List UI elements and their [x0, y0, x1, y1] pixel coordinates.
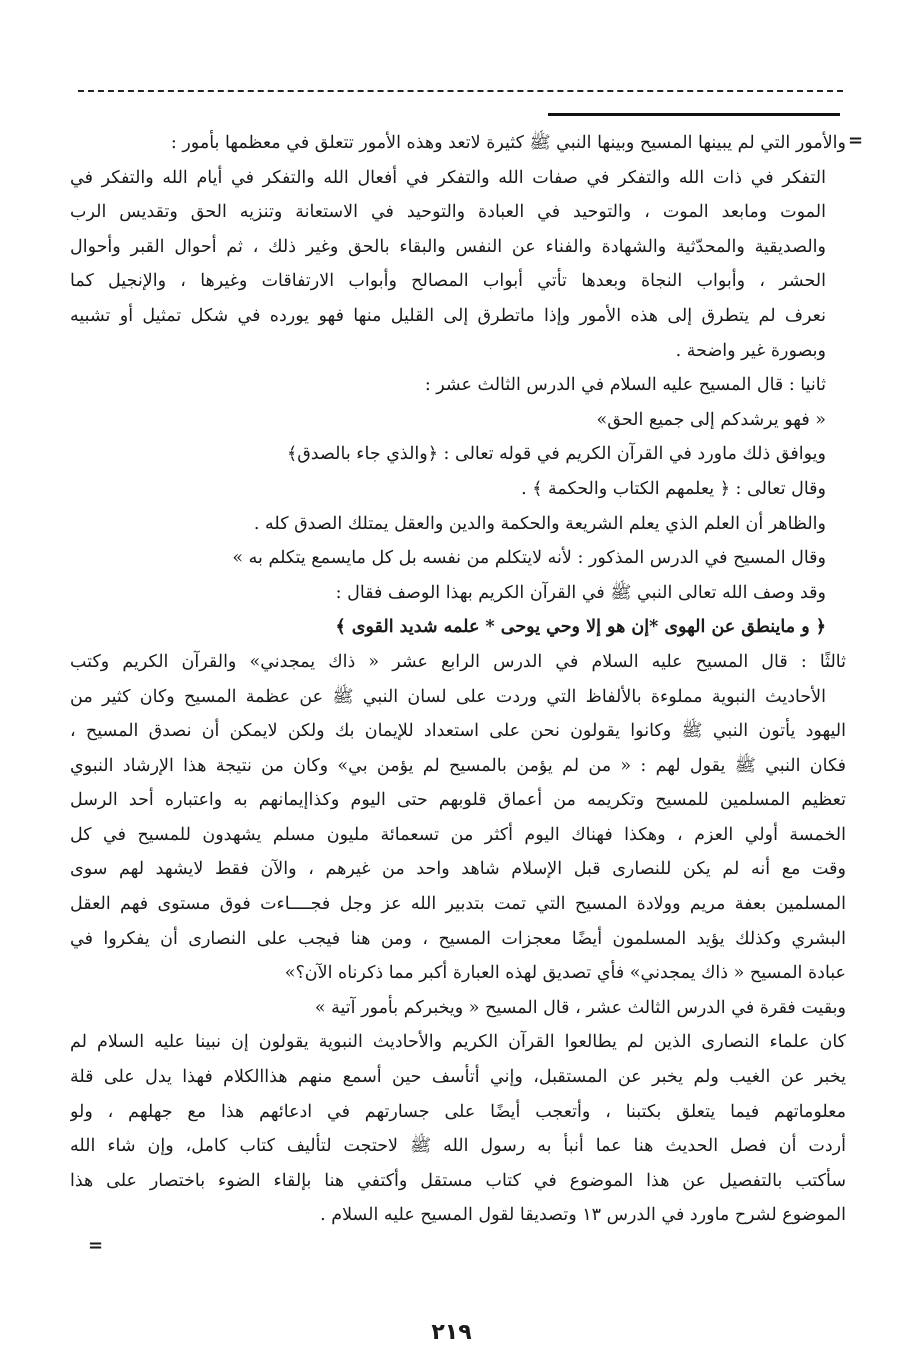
text-line-18: اليهود يأتون النبي ﷺ وكانوا يقولون نحن على استعداد للإيمان بك ولكن لايمكن أن نصدق المسيح ،	[70, 721, 846, 742]
text-line-19: فكان النبي ﷺ يقول لهم : « من لم يؤمن بالمسيح لم يؤمن بي» وكان من نتيجة هذا الإرشاد النبوي	[70, 755, 846, 776]
text-line-11: وقال تعالى : ﴿ يعلمهم الكتاب والحكمة ﴾ .	[521, 478, 826, 499]
text-line-25: عبادة المسيح « ذاك يمجدني» فأي تصديق لهذه العبارة أكبر مما ذكرناه الآن؟»	[284, 963, 846, 984]
text-line-30: أردت أن فصل الحديث هنا عما أنبأ به رسول الله ﷺ لاحتجت لتأليف كتاب كامل، وإن شاء الله	[70, 1136, 846, 1157]
quote-line-1: « فهو يرشدكم إلى جميع الحق»	[596, 409, 826, 430]
text-line-14: وقد وصف الله تعالى النبي ﷺ في القرآن الكريم بهذا الوصف فقال :	[335, 582, 826, 603]
text-line-21: الخمسة أولي العزم ، وهكذا فهناك اليوم أكثر من تسعمائة مليون مسلم يشهدون للمسيح في كل	[70, 824, 846, 845]
text-line-5: الحشر ، وأبواب النجاة وبعدها تأتي أبواب المصالح وأبواب الارتفاقات وغيرها ، والإنجيل كما	[70, 271, 826, 292]
footnote-dashed-separator	[78, 90, 843, 92]
text-line-16: ثالثًا : قال المسيح عليه السلام في الدرس الرابع عشر « ذاك يمجدني» والقرآن الكريم وكتب	[70, 651, 846, 672]
text-line-12: والظاهر أن العلم الذي يعلم الشريعة والحكمة والدين والعقل يمتلك الصدق كله .	[253, 513, 826, 534]
text-line-8: ثانيا : قال المسيح عليه السلام في الدرس الثالث عشر :	[424, 375, 826, 396]
text-line-13: وقال المسيح في الدرس المذكور : لأنه لايتكلم من نفسه بل كل مايسمع يتكلم به »	[232, 548, 826, 569]
page-number: ٢١٩	[431, 1320, 472, 1345]
text-line-31: سأكتب بالتفصيل عن هذا الموضوع في كتاب مستقل وأكتفي هنا بإلقاء الضوء باختصار على هذا	[70, 1170, 846, 1191]
text-line-20: تعظيم المسلمين للمسيح وتكريمه من أعماق قلوبهم حتى اليوم وكذاإيمانهم به واعتباره أحد الرسل	[70, 790, 846, 811]
text-line-24: البشري وكذلك يؤيد المسلمون أيضًا معجزات المسيح ، ومن هنا فيجب على النصارى أن يفكروا في	[70, 928, 846, 949]
text-line-27: كان علماء النصارى الذين لم يطالعوا القرآن الكريم والأحاديث النبوية يقولون إن نبينا عليه السلام لم	[70, 1032, 846, 1053]
text-line-32: الموضوع لشرح ماورد في الدرس ١٣ وتصديقا لقول المسيح عليه السلام .	[320, 1205, 846, 1226]
text-line-17: الأحاديث النبوية مملوءة بالألفاظ التي وردت على لسان النبي ﷺ عن عظمة المسيح وكان كثير من	[70, 686, 826, 707]
text-line-1: والأمور التي لم يبينها المسيح وبينها النبي ﷺ كثيرة لاتعد وهذه الأمور تتعلق في معظمها بأمور :	[170, 133, 846, 153]
footnote-solid-rule	[548, 113, 840, 116]
text-line-4: والصديقية والمحدّثية والشهادة والفناء عن النفس والبقاء بالحق وغير ذلك ، ثم أحوال القبر وأحوال	[70, 236, 826, 257]
continuation-mark-end: =	[88, 1235, 104, 1256]
continuation-mark-start: =	[848, 130, 864, 151]
text-line-7: وبصورة غير واضحة .	[675, 340, 826, 361]
text-line-3: الموت ومابعد الموت ، والتوحيد في العبادة والتوحيد في الاستعانة وتنزيه الحق وتقديس الرب	[70, 202, 826, 223]
text-line-2: التفكر في ذات الله والتفكر في صفات الله والتفكر في أفعال الله والتفكر في أيام الله والتفكر في	[70, 167, 826, 188]
text-line-29: معلوماتهم فيما يتعلق بكتبنا ، وأتعجب أيضًا على جسارتهم في ادعائهم هذا مع جهلهم ، ولو	[70, 1101, 846, 1122]
footnote-text-block	[70, 126, 846, 1233]
text-line-22: وقت مع أنه لم يكن للنصارى قبل الإسلام شاهد واحد من غيرهم ، والآن فقط لايشهد لهم سوى	[70, 859, 846, 880]
text-line-26: وبقيت فقرة في الدرس الثالث عشر ، قال المسيح « ويخبركم بأمور آتية »	[314, 997, 846, 1018]
text-line-28: يخبر عن الغيب ولم يخبر عن المستقبل، وإني أتأسف حين أسمع منهم هذاالكلام فهذا يدل على قلة	[70, 1067, 846, 1088]
text-line-6: نعرف لم يتطرق إلى هذه الأمور وإذا ماتطرق إلى القليل منها فهو يورده في شكل تمثيل أو تشبيه	[70, 305, 826, 326]
text-line-23: المسلمين بعفة مريم وولادة المسيح التي تمت بتدبير الله عز وجل فجــــاءت فوق مستوى فهم العقل	[70, 894, 846, 915]
quran-verse-line: ﴿ و ماينطق عن الهوى *إن هو إلا وحي يوحى * علمه شديد القوى ﴾	[335, 617, 826, 638]
text-line-10: ويوافق ذلك ماورد في القرآن الكريم في قوله تعالى : ﴿والذي جاء بالصدق﴾	[286, 444, 826, 465]
